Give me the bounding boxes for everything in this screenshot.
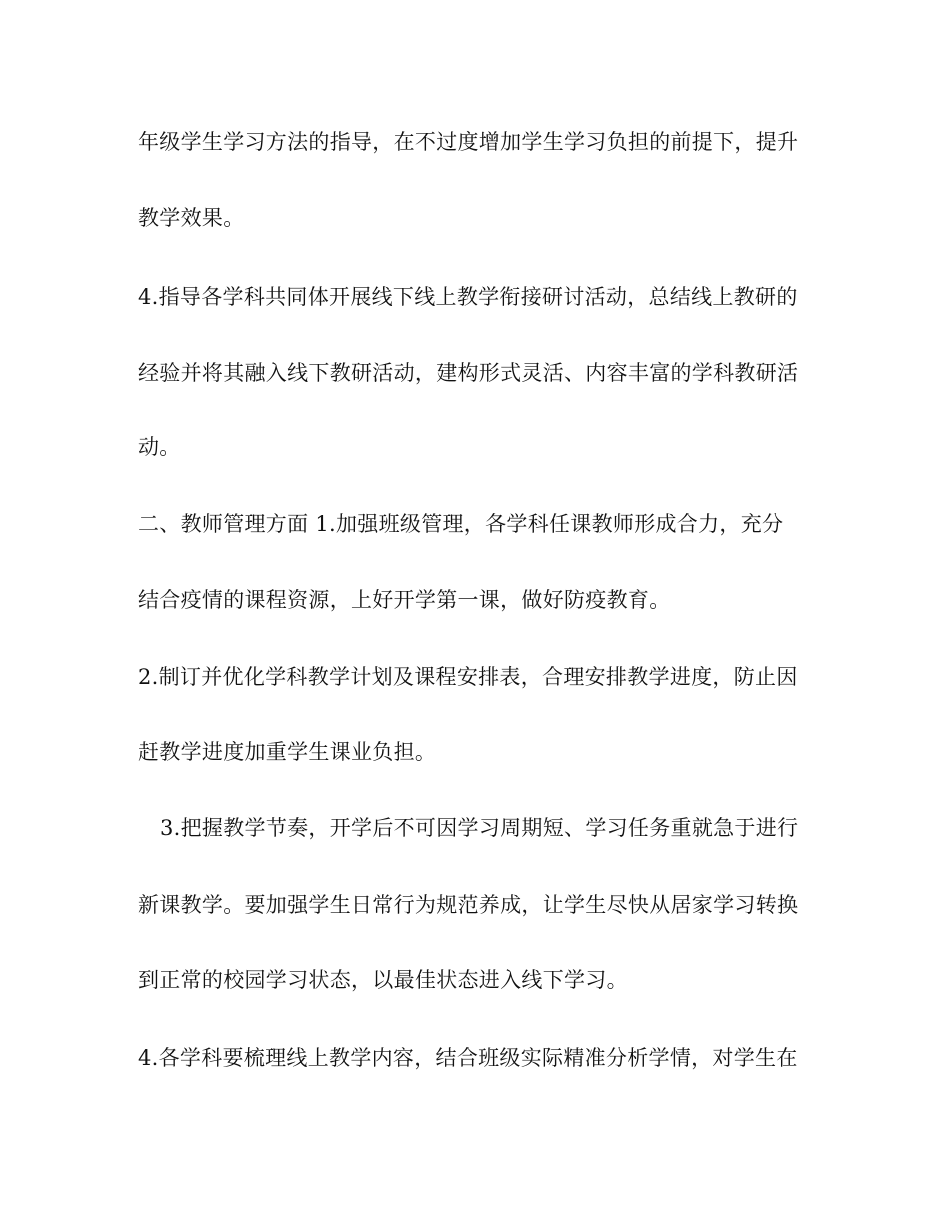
text-line-2: 教学效果。 [138,206,245,230]
text-line-13: 4.各学科要梳理线上教学内容，结合班级实际精准分析学情，对学生在 [138,1046,798,1070]
text-line-1: 年级学生学习方法的指导，在不过度增加学生学习负担的前提下，提升 [138,130,799,154]
text-line-5: 动。 [138,435,181,459]
text-line-6: 二、教师管理方面 1.加强班级管理，各学科任课教师形成合力，充分 [138,512,784,536]
text-line-8: 2.制订并优化学科教学计划及课程安排表，合理安排教学进度，防止因 [138,665,798,689]
text-line-12: 到正常的校园学习状态，以最佳状态进入线下学习。 [138,968,628,992]
text-line-11: 新课教学。要加强学生日常行为规范养成，让学生尽快从居家学习转换 [138,893,799,917]
text-line-10: 3.把握教学节奏，开学后不可因学习周期短、学习任务重就急于进行 [160,816,799,840]
text-line-9: 赶教学进度加重学生课业负担。 [138,740,437,764]
text-line-7: 结合疫情的课程资源，上好开学第一课，做好防疫教育。 [138,588,671,612]
text-line-4: 经验并将其融入线下教研活动，建构形式灵活、内容丰富的学科教研活 [138,361,799,385]
text-line-3: 4.指导各学科共同体开展线下线上教学衔接研讨活动，总结线上教研的 [138,285,798,309]
